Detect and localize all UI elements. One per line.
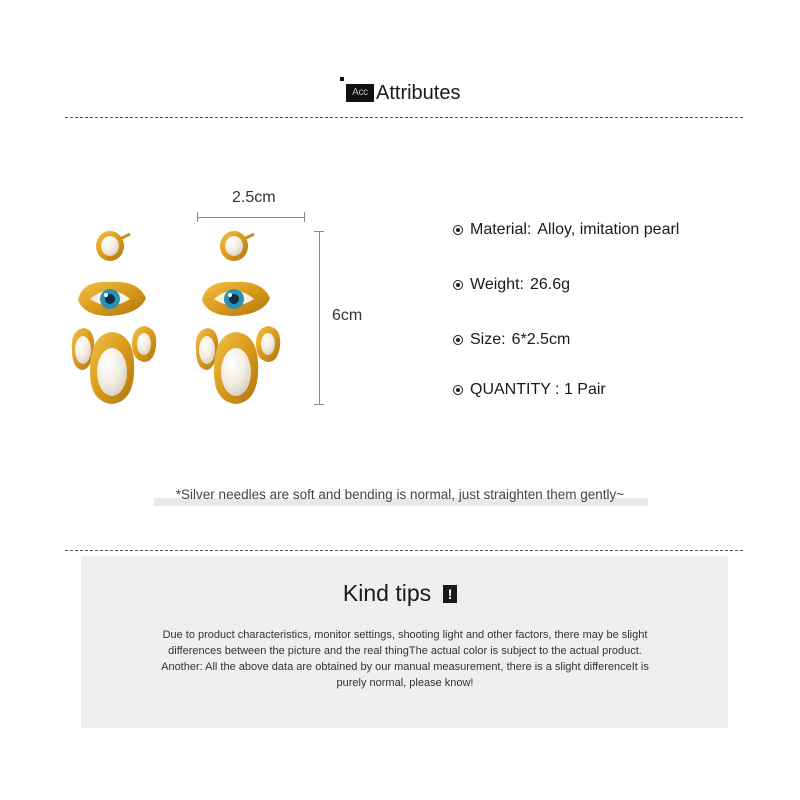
dimension-height-tick-bottom xyxy=(314,404,324,405)
divider-bottom xyxy=(65,550,743,551)
attribute-key: Material: xyxy=(470,221,532,238)
divider-top xyxy=(65,117,743,118)
tips-line: differences between the picture and the real thingThe actual color is subject to the actual product. xyxy=(168,645,642,657)
attribute-key: Weight: xyxy=(470,276,524,293)
header-badge: Acc xyxy=(346,84,374,102)
earring-right xyxy=(196,231,281,404)
warning-icon: ! xyxy=(443,585,457,603)
attribute-value: 26.6g xyxy=(529,276,570,293)
dimension-width-tick-left xyxy=(197,212,198,222)
attribute-value: Alloy, imitation pearl xyxy=(537,221,680,238)
attribute-key: QUANTITY : 1 Pair xyxy=(470,381,606,398)
attribute-quantity xyxy=(453,378,612,402)
tips-line: Another: All the above data are obtained by our manual measurement, there is a slight differenceIt is xyxy=(161,661,649,673)
attribute-size xyxy=(453,328,570,352)
bullet-icon xyxy=(453,385,463,395)
attribute-key: Size: xyxy=(470,331,506,348)
dimension-height-label: 6cm xyxy=(332,307,363,324)
dimension-width-tick-right xyxy=(304,212,305,222)
kind-tips-title: Kind tips xyxy=(342,580,432,606)
tips-line: Due to product characteristics, monitor settings, shooting light and other factors, there may be slight xyxy=(162,629,648,641)
attribute-value: 6*2.5cm xyxy=(511,331,571,348)
care-note: *Silver needles are soft and bending is normal, just straighten them gently~ xyxy=(175,487,625,502)
dimension-height-line xyxy=(319,231,320,404)
tips-line: purely normal, please know! xyxy=(336,677,474,689)
bullet-icon xyxy=(453,335,463,345)
product-image xyxy=(60,222,310,412)
header-dot xyxy=(340,77,344,81)
bullet-icon xyxy=(453,225,463,235)
attribute-material xyxy=(453,218,679,242)
bullet-icon xyxy=(453,280,463,290)
kind-tips-body xyxy=(120,627,690,691)
kind-tips-heading xyxy=(0,580,800,607)
attribute-weight xyxy=(453,273,570,297)
section-title: Attributes xyxy=(376,82,461,104)
dimension-height-tick-top xyxy=(314,231,324,232)
dimension-width-label: 2.5cm xyxy=(232,189,276,206)
dimension-width-line xyxy=(197,217,304,218)
earring-left xyxy=(72,231,157,404)
